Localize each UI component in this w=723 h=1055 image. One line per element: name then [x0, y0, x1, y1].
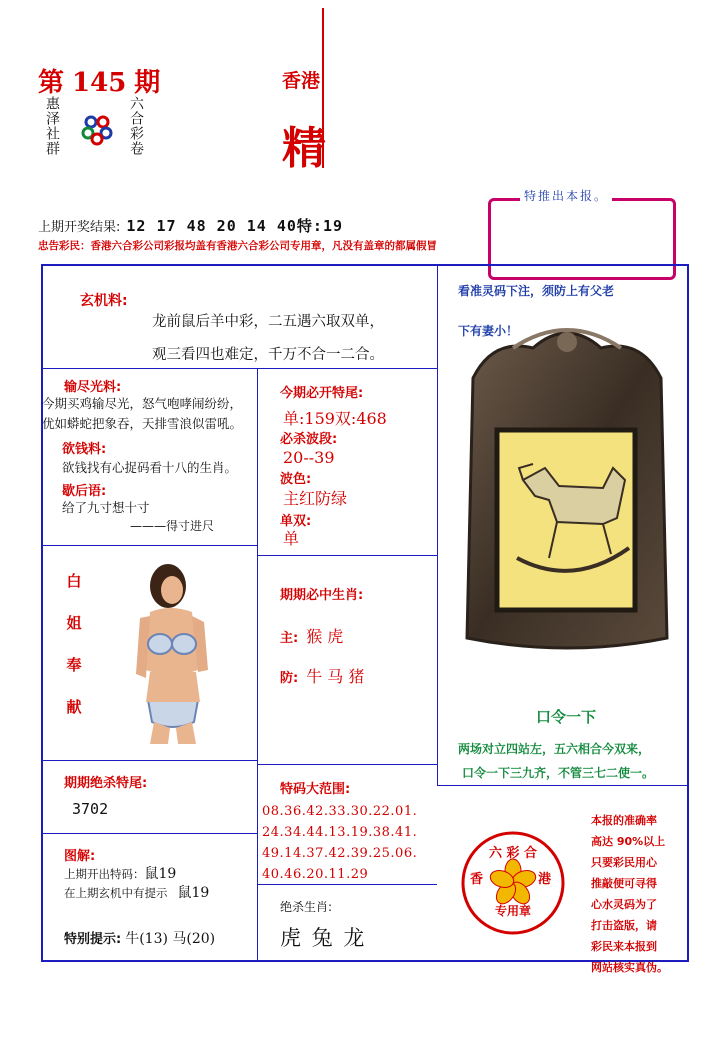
range-row-1: 08.36.42.33.30.22.01. [262, 804, 418, 819]
range-row-3: 49.14.37.42.39.25.06. [262, 846, 418, 861]
model-photo [120, 560, 220, 744]
accuracy-line-6: 打击盗版，请 [591, 919, 657, 932]
accuracy-line-8: 网站核实真伪。 [591, 961, 668, 974]
zodiac-main-value: 猴 虎 [306, 627, 344, 646]
accuracy-line-7: 彩民来本报到 [591, 940, 657, 953]
warning-notice: 忠告彩民：香港六合彩公司彩报均盖有香港六合彩公司专用章，凡没有盖章的都属假冒 [38, 240, 437, 252]
koulin-title: 口令一下 [536, 708, 597, 726]
shujin-line-1: 今期买鸡输尽光，怒气咆哮闹纷纷， [42, 396, 243, 411]
zodiac-guard [280, 664, 364, 687]
parity-title: 单双: [280, 514, 312, 529]
shujin-title: 输尽光料: [64, 380, 122, 395]
issue-number: 145 [72, 68, 127, 98]
koulin-poem-1: 两场对立四站左，五六相合今双来， [458, 742, 651, 756]
prev-result-numbers: 12 17 48 20 14 40特:19 [126, 217, 344, 235]
accuracy-line-4: 推敲便可寻得 [591, 877, 657, 890]
tujie-title: 图解: [64, 849, 96, 864]
tujie-line-2 [64, 882, 209, 902]
seal-top: 六 彩 合 [488, 846, 538, 861]
xiehou-title: 歇后语: [62, 484, 107, 499]
side-char-1: 白 [66, 572, 82, 590]
right-warning-2: 下有妻小！ [458, 324, 519, 338]
special-tip [64, 928, 215, 950]
tail-value: 单:159双:468 [283, 409, 387, 428]
prev-result-label: 上期开奖结果: [38, 220, 121, 235]
accuracy-line-3: 只要彩民用心 [591, 856, 657, 869]
divider-mid-1 [257, 555, 437, 556]
shujin-line-2: 优如蟒蛇把象吞，天排雪浪似雷吼。 [42, 416, 243, 431]
tujie-line-1-value: 鼠19 [144, 866, 177, 882]
accuracy-line-2: 高达 90%以上 [591, 835, 666, 848]
tail-title: 今期必开特尾: [280, 386, 364, 401]
divider-right-column [437, 266, 438, 786]
color-value: 主红防绿 [283, 489, 348, 508]
koulin-poem-2: 口令一下三九齐，不管三七二使一。 [462, 766, 655, 780]
range-row-4: 40.46.20.11.29 [262, 867, 369, 882]
xiehou-answer: ———得寸进尺 [130, 519, 215, 533]
divider-left-1 [43, 545, 257, 546]
seal-right: 港 [538, 872, 552, 887]
zodiac-title: 期期必中生肖: [280, 588, 364, 603]
side-char-2: 姐 [66, 614, 82, 632]
divider-left-2 [43, 760, 257, 761]
xuanji-line-2: 观三看四也难定，千万不合一二合。 [152, 347, 384, 363]
divider-mid-column [257, 368, 258, 962]
special-tip-label: 特别提示: [64, 932, 122, 947]
accuracy-line-1: 本报的准确率 [591, 814, 657, 827]
tujie-line-1-label: 上期开出特码： [64, 867, 145, 881]
side-char-4: 献 [66, 698, 82, 716]
wave-value: 20--39 [283, 448, 335, 467]
xuanji-poem [152, 306, 437, 372]
yuqian-text: 欲钱找有心捉码看十八的生肖。 [62, 460, 238, 475]
zodiac-main-label: 主: [280, 631, 299, 646]
accuracy-line-5: 心水灵码为了 [591, 898, 657, 911]
seal-bottom: 专用章 [494, 904, 531, 918]
yuqian-title: 欲钱料: [62, 442, 107, 457]
lottery-logo-icon [80, 112, 114, 146]
parity-value: 单 [283, 529, 300, 548]
zodiac-main [280, 624, 343, 647]
big-char-title: 精 [282, 123, 326, 174]
xuanji-line-1: 龙前鼠后羊中彩，二五遇六取双单， [152, 314, 384, 330]
tujie-line-1 [64, 863, 176, 883]
right-warning-1: 看准灵码下注，须防上有父老 [458, 284, 615, 298]
kill-zodiac-value: 虎 兔 龙 [280, 926, 367, 950]
color-title: 波色: [280, 472, 312, 487]
prev-result [38, 215, 343, 236]
stamp-label: 特推出本报。 [520, 187, 612, 204]
issue-heading [38, 62, 168, 99]
org-right: 六合彩卷 [128, 96, 144, 156]
range-numbers [262, 801, 437, 885]
xiehou-text: 给了九寸想十寸 [62, 500, 150, 515]
issue-qi: 期 [134, 68, 161, 98]
zodiac-guard-label: 防: [280, 671, 299, 686]
tujie-line-2-label: 在上期玄机中有提示 [64, 886, 168, 900]
org-left: 惠泽社群 [44, 96, 60, 156]
region-title: 香港 [282, 70, 321, 92]
tujie-line-2-value: 鼠19 [177, 885, 210, 901]
xuanji-title: 玄机料: [80, 293, 128, 309]
divider-right-1 [437, 785, 687, 786]
side-vertical-text [64, 560, 84, 728]
wave-title: 必杀波段: [280, 432, 338, 447]
shujin-text [42, 394, 254, 434]
range-title: 特码大范围: [280, 782, 351, 797]
kill-zodiac-title: 绝杀生肖: [280, 900, 333, 914]
side-char-3: 奉 [66, 656, 82, 674]
zodiac-guard-value: 牛 马 猪 [306, 667, 365, 686]
jueshawei-title: 期期绝杀特尾: [64, 776, 148, 791]
divider-mid-2 [257, 764, 437, 765]
issue-di: 第 [38, 68, 65, 98]
rocking-horse-frame-image [453, 318, 681, 658]
range-row-2: 24.34.44.13.19.38.41. [262, 825, 418, 840]
seal-left: 香 [470, 872, 484, 887]
special-tip-value: 牛(13) 马(20) [125, 931, 216, 947]
jueshawei-value: 3702 [72, 800, 109, 818]
divider-left-3 [43, 833, 257, 834]
accuracy-note [591, 810, 683, 978]
